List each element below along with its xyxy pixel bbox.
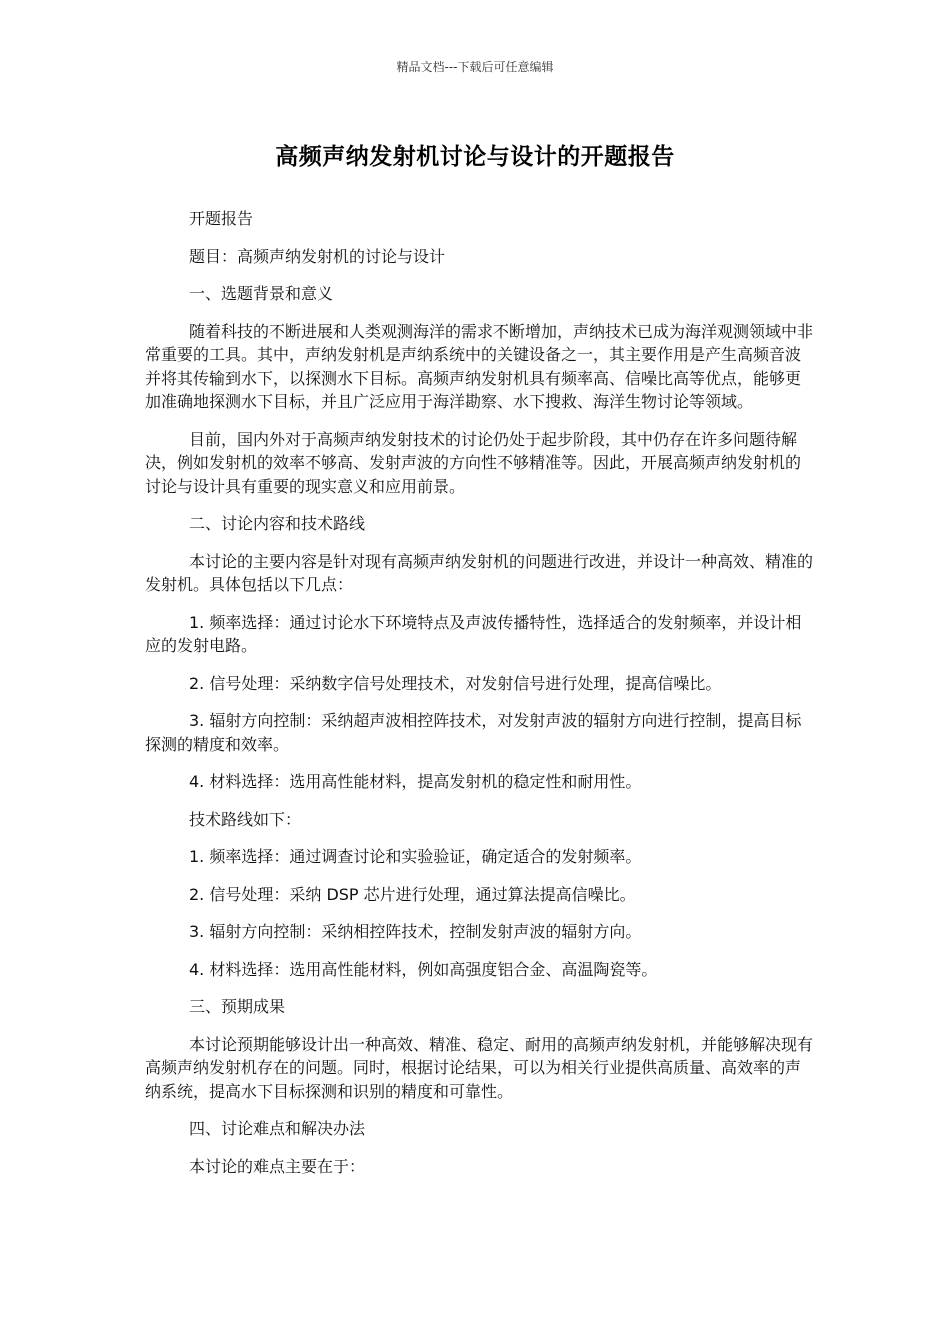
document-title: 高频声纳发射机讨论与设计的开题报告 <box>275 144 675 170</box>
paragraph-difficulties-intro: 本讨论的难点主要在于： <box>189 1156 366 1176</box>
list-item-route-4: 4. 材料选择：选用高性能材料，例如高强度铝合金、高温陶瓷等。 <box>189 959 658 979</box>
list-item-route-1: 1. 频率选择：通过调查讨论和实验验证，确定适合的发射频率。 <box>189 847 642 866</box>
document-body <box>145 207 813 1192</box>
paragraph-results: 本讨论预期能够设计出一种高效、精准、稳定、耐用的高频声纳发射机，并能够解决现有高频声纳发射机存在的问题。同时，根据讨论结果，可以为相关行业提供高质量、高效率的声纳系统，提高水下目标探测和识别的精度和可靠性。 <box>145 1034 814 1101</box>
paragraph-content-intro: 本讨论的主要内容是针对现有高频声纳发射机的问题进行改进，并设计一种高效、精准的发射机。具体包括以下几点： <box>145 551 814 594</box>
paragraph-background-2: 目前，国内外对于高频声纳发射技术的讨论仍处于起步阶段，其中仍存在许多问题待解决，例如发射机的效率不够高、发射声波的方向性不够精准等。因此，开展高频声纳发射机的讨论与设计具有重要的现实意义和应用前景。 <box>145 429 802 496</box>
list-item-content-3: 3. 辐射方向控制：采纳超声波相控阵技术，对发射声波的辐射方向进行控制，提高目标探测的精度和效率。 <box>145 711 802 754</box>
list-item-route-2: 2. 信号处理：采纳 DSP 芯片进行处理，通过算法提高信噪比。 <box>189 884 636 904</box>
list-item-content-1: 1. 频率选择：通过讨论水下环境特点及声波传播特性，选择适合的发射频率，并设计相应的发射电路。 <box>145 612 802 655</box>
paragraph-report-label: 开题报告 <box>189 209 254 228</box>
section-heading-background: 一、选题背景和意义 <box>189 284 334 303</box>
header-note: 精品文档---下载后可任意编辑 <box>396 60 554 74</box>
list-item-content-4: 4. 材料选择：选用高性能材料，提高发射机的稳定性和耐用性。 <box>189 772 642 791</box>
section-heading-difficulties: 四、讨论难点和解决办法 <box>189 1119 366 1138</box>
list-item-content-2: 2. 信号处理：采纳数字信号处理技术，对发射信号进行处理，提高信噪比。 <box>189 673 722 693</box>
section-heading-content: 二、讨论内容和技术路线 <box>189 514 366 533</box>
paragraph-route-intro: 技术路线如下： <box>189 809 302 829</box>
paragraph-background-1: 随着科技的不断进展和人类观测海洋的需求不断增加，声纳技术已成为海洋观测领域中非常重要的工具。其中，声纳发射机是声纳系统中的关键设备之一，其主要作用是产生高频音波并将其传输到水下，以探测水下目标。高频声纳发射机具有频率高、信噪比高等优点，能够更加准确地探测水下目标，并且广泛应用于海洋勘察、水下搜救、海洋生物讨论等领域。 <box>145 321 814 411</box>
section-heading-results: 三、预期成果 <box>189 997 286 1016</box>
paragraph-topic: 题目：高频声纳发射机的讨论与设计 <box>189 246 446 266</box>
list-item-route-3: 3. 辐射方向控制：采纳相控阵技术，控制发射声波的辐射方向。 <box>189 922 642 941</box>
